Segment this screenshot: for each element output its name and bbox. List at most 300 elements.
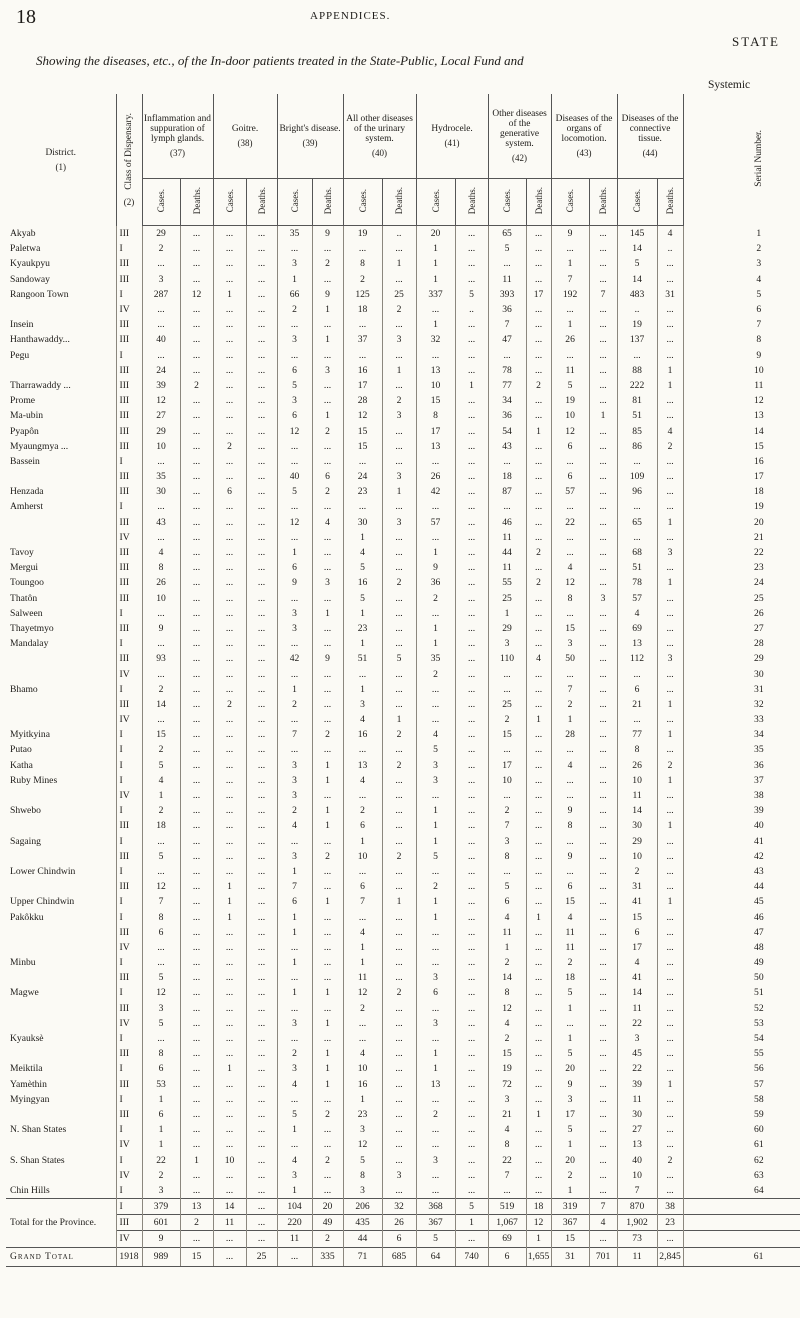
count-cell: ... <box>246 803 277 818</box>
count-cell: 30 <box>343 515 382 530</box>
count-cell: ... <box>589 363 617 378</box>
count-cell: 1 <box>657 773 683 788</box>
total-cell: ... <box>246 1199 277 1215</box>
count-cell: ... <box>312 1092 343 1107</box>
count-cell: 1 <box>312 1016 343 1031</box>
count-cell: 1 <box>526 909 551 924</box>
count-cell: 1 <box>416 241 455 256</box>
count-cell: ... <box>382 1137 416 1152</box>
count-cell: ... <box>526 1061 551 1076</box>
count-cell: ... <box>488 788 526 803</box>
count-cell: ... <box>416 864 455 879</box>
count-cell: ... <box>180 666 213 681</box>
table-row <box>6 879 800 894</box>
count-cell: ... <box>312 742 343 757</box>
count-cell: ... <box>180 226 213 242</box>
count-cell: ... <box>589 469 617 484</box>
count-cell: 2 <box>213 439 246 454</box>
count-cell: ... <box>343 666 382 681</box>
count-cell: 68 <box>617 545 657 560</box>
count-cell: ... <box>657 408 683 423</box>
count-cell: ... <box>343 1031 382 1046</box>
count-cell: ... <box>246 606 277 621</box>
total-cell: 870 <box>617 1199 657 1215</box>
count-cell: 8 <box>551 818 589 833</box>
count-cell: ... <box>246 439 277 454</box>
count-cell: 15 <box>343 439 382 454</box>
count-cell: 1 <box>343 834 382 849</box>
count-cell: ... <box>416 682 455 697</box>
count-cell: 8 <box>343 1168 382 1183</box>
count-cell: ... <box>312 378 343 393</box>
count-cell: ... <box>526 849 551 864</box>
count-cell: ... <box>589 940 617 955</box>
sub-deaths: Deaths. <box>455 179 488 226</box>
serial-number: 51 <box>683 985 800 1000</box>
count-cell: 5 <box>277 378 312 393</box>
col-generative: Other diseases of the generative system. (42) <box>488 94 551 179</box>
count-cell: ... <box>213 666 246 681</box>
count-cell: ... <box>382 682 416 697</box>
count-cell: 42 <box>277 651 312 666</box>
class-value: III <box>116 575 142 590</box>
count-cell: ... <box>246 423 277 438</box>
count-cell: 65 <box>488 226 526 242</box>
count-cell: 109 <box>617 469 657 484</box>
table-row <box>6 864 800 879</box>
count-cell: ... <box>312 317 343 332</box>
count-cell: 22 <box>617 1016 657 1031</box>
count-cell: 3 <box>382 332 416 347</box>
count-cell: 13 <box>416 439 455 454</box>
count-cell: ... <box>455 849 488 864</box>
count-cell: ... <box>657 879 683 894</box>
count-cell: ... <box>455 879 488 894</box>
col-lymph-glands: Inflammation and suppuration of lymph glands. (37) <box>142 94 213 179</box>
count-cell: ... <box>213 515 246 530</box>
count-cell: 14 <box>617 985 657 1000</box>
count-cell: 3 <box>416 970 455 985</box>
count-cell: 8 <box>617 742 657 757</box>
class-value: III <box>116 439 142 454</box>
class-value: I <box>116 1031 142 1046</box>
count-cell: ... <box>526 788 551 803</box>
table-row <box>6 1046 800 1061</box>
serial-number: 59 <box>683 1107 800 1122</box>
count-cell: 35 <box>142 469 180 484</box>
count-cell: 4 <box>488 1122 526 1137</box>
count-cell: 1 <box>657 575 683 590</box>
count-cell: ... <box>589 697 617 712</box>
count-cell: 2 <box>416 666 455 681</box>
count-cell: ... <box>382 834 416 849</box>
table-row <box>6 484 800 499</box>
count-cell: ... <box>213 530 246 545</box>
count-cell: 9 <box>312 287 343 302</box>
count-cell: ... <box>382 636 416 651</box>
serial-number: 55 <box>683 1046 800 1061</box>
count-cell: 85 <box>617 423 657 438</box>
count-cell: ... <box>416 788 455 803</box>
table-row <box>6 894 800 909</box>
count-cell: 4 <box>526 651 551 666</box>
count-cell: ... <box>455 1092 488 1107</box>
serial-number: 29 <box>683 651 800 666</box>
count-cell: 93 <box>142 651 180 666</box>
total-cell: 14 <box>213 1199 246 1215</box>
count-cell: 1 <box>551 256 589 271</box>
count-cell: ... <box>277 317 312 332</box>
count-cell: ... <box>589 226 617 242</box>
count-cell: ... <box>657 666 683 681</box>
state-label: STATE <box>732 34 780 49</box>
count-cell: 9 <box>277 575 312 590</box>
count-cell: 2 <box>312 423 343 438</box>
total-cell: 519 <box>488 1199 526 1215</box>
count-cell: ... <box>589 454 617 469</box>
count-cell: ... <box>246 272 277 287</box>
class-value: III <box>116 545 142 560</box>
count-cell: ... <box>526 226 551 242</box>
grand-total-cell: 989 <box>142 1247 180 1266</box>
class-value: I <box>116 1061 142 1076</box>
count-cell: ... <box>180 1137 213 1152</box>
serial-number: 58 <box>683 1092 800 1107</box>
count-cell: 4 <box>617 606 657 621</box>
count-cell: ... <box>526 408 551 423</box>
count-cell: 1 <box>277 545 312 560</box>
class-value: I <box>116 287 142 302</box>
district-name: Amherst <box>10 501 44 513</box>
grand-total-cell: 11 <box>617 1247 657 1266</box>
col-hydrocele: Hydrocele. (41) <box>416 94 488 179</box>
count-cell: 6 <box>142 925 180 940</box>
count-cell: ... <box>246 1092 277 1107</box>
count-cell: ... <box>213 651 246 666</box>
count-cell: ... <box>180 332 213 347</box>
count-cell: 4 <box>343 545 382 560</box>
class-value: III <box>116 651 142 666</box>
serial-number: 64 <box>683 1183 800 1199</box>
count-cell: ... <box>213 545 246 560</box>
count-cell: 5 <box>142 758 180 773</box>
district-name: Tharrawaddy ... <box>10 379 71 391</box>
count-cell: 7 <box>343 894 382 909</box>
class-value: III <box>116 1001 142 1016</box>
col-goitre: Goitre. (38) <box>213 94 277 179</box>
count-cell: ... <box>416 530 455 545</box>
count-cell: ... <box>142 636 180 651</box>
count-cell: ... <box>277 530 312 545</box>
count-cell: 1 <box>382 484 416 499</box>
count-cell: ... <box>589 636 617 651</box>
count-cell: 2 <box>382 575 416 590</box>
count-cell: 20 <box>551 1152 589 1167</box>
district-name <box>6 712 116 727</box>
count-cell: ... <box>455 1168 488 1183</box>
count-cell: 20 <box>416 226 455 242</box>
count-cell: ... <box>142 454 180 469</box>
total-cell: 2 <box>180 1215 213 1231</box>
class-value: I <box>116 348 142 363</box>
total-cell: 32 <box>382 1199 416 1215</box>
count-cell: ... <box>246 955 277 970</box>
count-cell: ... <box>526 621 551 636</box>
table-row <box>6 226 800 242</box>
count-cell: ... <box>455 1031 488 1046</box>
count-cell: 1 <box>416 545 455 560</box>
count-cell: 3 <box>488 834 526 849</box>
serial-number: 62 <box>683 1152 800 1167</box>
count-cell: ... <box>180 469 213 484</box>
count-cell: 4 <box>142 773 180 788</box>
count-cell: 57 <box>617 591 657 606</box>
count-cell: 43 <box>488 439 526 454</box>
count-cell: 2 <box>277 1046 312 1061</box>
count-cell: 43 <box>142 515 180 530</box>
count-cell: 14 <box>617 803 657 818</box>
count-cell: ... <box>382 864 416 879</box>
count-cell: 36 <box>416 575 455 590</box>
count-cell: ... <box>246 1168 277 1183</box>
district-name: Rangoon Town <box>10 288 69 300</box>
count-cell: ... <box>617 499 657 514</box>
serial-number: 15 <box>683 439 800 454</box>
count-cell: 14 <box>142 697 180 712</box>
count-cell: ... <box>246 408 277 423</box>
count-cell: 6 <box>213 484 246 499</box>
count-cell: 1 <box>416 636 455 651</box>
serial-number: 13 <box>683 408 800 423</box>
grand-total <box>6 1247 800 1266</box>
count-cell: ... <box>246 773 277 788</box>
count-cell: ... <box>246 712 277 727</box>
count-cell: 7 <box>277 879 312 894</box>
count-cell: 1 <box>551 317 589 332</box>
count-cell: 25 <box>488 591 526 606</box>
total-cell: 2 <box>312 1231 343 1247</box>
district-name <box>6 1168 116 1183</box>
count-cell: ... <box>455 1152 488 1167</box>
count-cell: 3 <box>617 1031 657 1046</box>
count-cell: ... <box>213 408 246 423</box>
grand-total-cell: ... <box>213 1247 246 1266</box>
count-cell: 9 <box>312 226 343 242</box>
district-name: Ma-ubin <box>10 410 44 422</box>
count-cell: 12 <box>343 408 382 423</box>
count-cell: 45 <box>617 1046 657 1061</box>
count-cell: ... <box>180 1061 213 1076</box>
count-cell: ... <box>213 1031 246 1046</box>
table-row <box>6 803 800 818</box>
count-cell: 10 <box>551 408 589 423</box>
count-cell: ... <box>180 894 213 909</box>
count-cell: 3 <box>488 1092 526 1107</box>
count-cell: ... <box>526 1122 551 1137</box>
total-cell: 379 <box>142 1199 180 1215</box>
count-cell: 1 <box>416 834 455 849</box>
count-cell: 1 <box>657 894 683 909</box>
count-cell: 2 <box>312 484 343 499</box>
count-cell: 13 <box>343 758 382 773</box>
count-cell: ... <box>488 256 526 271</box>
district-name <box>6 363 116 378</box>
count-cell: ... <box>213 1168 246 1183</box>
count-cell: ... <box>455 636 488 651</box>
count-cell: ... <box>180 348 213 363</box>
count-cell: ... <box>213 469 246 484</box>
count-cell: 3 <box>277 849 312 864</box>
count-cell: ... <box>180 773 213 788</box>
total-cell <box>683 1199 800 1215</box>
count-cell: ... <box>589 682 617 697</box>
count-cell: 1 <box>312 408 343 423</box>
class-value: I <box>116 241 142 256</box>
count-cell: ... <box>312 1122 343 1137</box>
count-cell: 337 <box>416 287 455 302</box>
count-cell: 1 <box>312 1046 343 1061</box>
count-cell: 6 <box>142 1107 180 1122</box>
count-cell: 16 <box>343 363 382 378</box>
count-cell: ... <box>589 758 617 773</box>
table-caption: Showing the diseases, etc., of the In-door patients treated in the State-Public, Local Fund and <box>36 53 524 68</box>
col-connective: Diseases of the connective tissue. (44) <box>617 94 683 179</box>
count-cell: ... <box>455 1046 488 1061</box>
table-row <box>6 742 800 757</box>
class-value: III <box>116 849 142 864</box>
count-cell: ... <box>213 454 246 469</box>
count-cell: ... <box>589 1107 617 1122</box>
count-cell: 1 <box>551 712 589 727</box>
count-cell: 66 <box>277 287 312 302</box>
serial-number: 26 <box>683 606 800 621</box>
sub-deaths: Deaths. <box>312 179 343 226</box>
count-cell: ... <box>180 423 213 438</box>
count-cell: 2 <box>343 803 382 818</box>
sub-deaths: Deaths. <box>526 179 551 226</box>
count-cell: ... <box>343 909 382 924</box>
total-cell: ... <box>213 1231 246 1247</box>
table-row <box>6 1168 800 1183</box>
count-cell: 3 <box>488 636 526 651</box>
count-cell: 10 <box>343 1061 382 1076</box>
count-cell: 2 <box>551 1168 589 1183</box>
count-cell: 24 <box>343 469 382 484</box>
count-cell: ... <box>589 1031 617 1046</box>
count-cell: ... <box>455 666 488 681</box>
count-cell: ... <box>382 423 416 438</box>
count-cell: ... <box>551 241 589 256</box>
serial-number: 3 <box>683 256 800 271</box>
count-cell: 12 <box>343 985 382 1000</box>
grand-total-cell: 2,845 <box>657 1247 683 1266</box>
count-cell: 11 <box>488 925 526 940</box>
class-value: I <box>116 636 142 651</box>
count-cell: 15 <box>488 1046 526 1061</box>
count-cell: 5 <box>277 1107 312 1122</box>
district-name <box>6 666 116 681</box>
class-value: IV <box>116 666 142 681</box>
count-cell: ... <box>589 241 617 256</box>
grand-total-cell: 61 <box>683 1247 800 1266</box>
count-cell: 2 <box>312 727 343 742</box>
grand-total-cell: 1918 <box>116 1247 142 1266</box>
count-cell: 53 <box>142 1077 180 1092</box>
count-cell: ... <box>526 302 551 317</box>
count-cell: 11 <box>617 1092 657 1107</box>
count-cell: 12 <box>142 985 180 1000</box>
count-cell: ... <box>246 1061 277 1076</box>
count-cell: 6 <box>277 408 312 423</box>
count-cell: ... <box>526 758 551 773</box>
class-value: III <box>116 272 142 287</box>
count-cell: 30 <box>142 484 180 499</box>
count-cell: 4 <box>277 818 312 833</box>
table-row <box>6 758 800 773</box>
count-cell: ... <box>277 1031 312 1046</box>
count-cell: 2 <box>343 272 382 287</box>
count-cell: ... <box>589 393 617 408</box>
count-cell: 1 <box>416 621 455 636</box>
district-name: Kyaukpyu <box>10 258 50 270</box>
count-cell: ... <box>589 484 617 499</box>
count-cell: 14 <box>488 970 526 985</box>
count-cell: 1 <box>343 955 382 970</box>
col-locomotion: Diseases of the organs of locomotion. (43) <box>551 94 617 179</box>
count-cell: 19 <box>551 393 589 408</box>
total-cell: 7 <box>589 1199 617 1215</box>
page-number: 18 <box>16 6 36 28</box>
count-cell: ... <box>180 682 213 697</box>
count-cell: ... <box>382 666 416 681</box>
count-cell: 11 <box>488 560 526 575</box>
count-cell: ... <box>589 1077 617 1092</box>
total-cell: 15 <box>551 1231 589 1247</box>
count-cell: ... <box>213 925 246 940</box>
count-cell: 13 <box>416 363 455 378</box>
count-cell: ... <box>617 348 657 363</box>
district-name: Lower Chindwin <box>10 865 76 877</box>
count-cell: ... <box>343 864 382 879</box>
count-cell: ... <box>551 773 589 788</box>
district-name: Chin Hills <box>10 1184 50 1196</box>
count-cell: 96 <box>617 484 657 499</box>
count-cell: ... <box>488 348 526 363</box>
total-cell: 69 <box>488 1231 526 1247</box>
count-cell: ... <box>180 1031 213 1046</box>
district-name <box>6 697 116 712</box>
count-cell: 7 <box>488 1168 526 1183</box>
serial-number: 17 <box>683 469 800 484</box>
count-cell: ... <box>312 1168 343 1183</box>
count-cell: 15 <box>416 393 455 408</box>
count-cell: ... <box>589 606 617 621</box>
count-cell: 3 <box>277 332 312 347</box>
district-name <box>6 651 116 666</box>
count-cell: 4 <box>343 773 382 788</box>
table-row <box>6 955 800 970</box>
count-cell: ... <box>455 393 488 408</box>
count-cell: ... <box>213 499 246 514</box>
count-cell: 6 <box>551 469 589 484</box>
grand-total-label: Grand Total <box>6 1247 116 1266</box>
count-cell: ... <box>526 241 551 256</box>
count-cell: ... <box>277 940 312 955</box>
count-cell: ... <box>657 302 683 317</box>
count-cell: ... <box>589 1016 617 1031</box>
count-cell: ... <box>277 439 312 454</box>
count-cell: 12 <box>277 515 312 530</box>
